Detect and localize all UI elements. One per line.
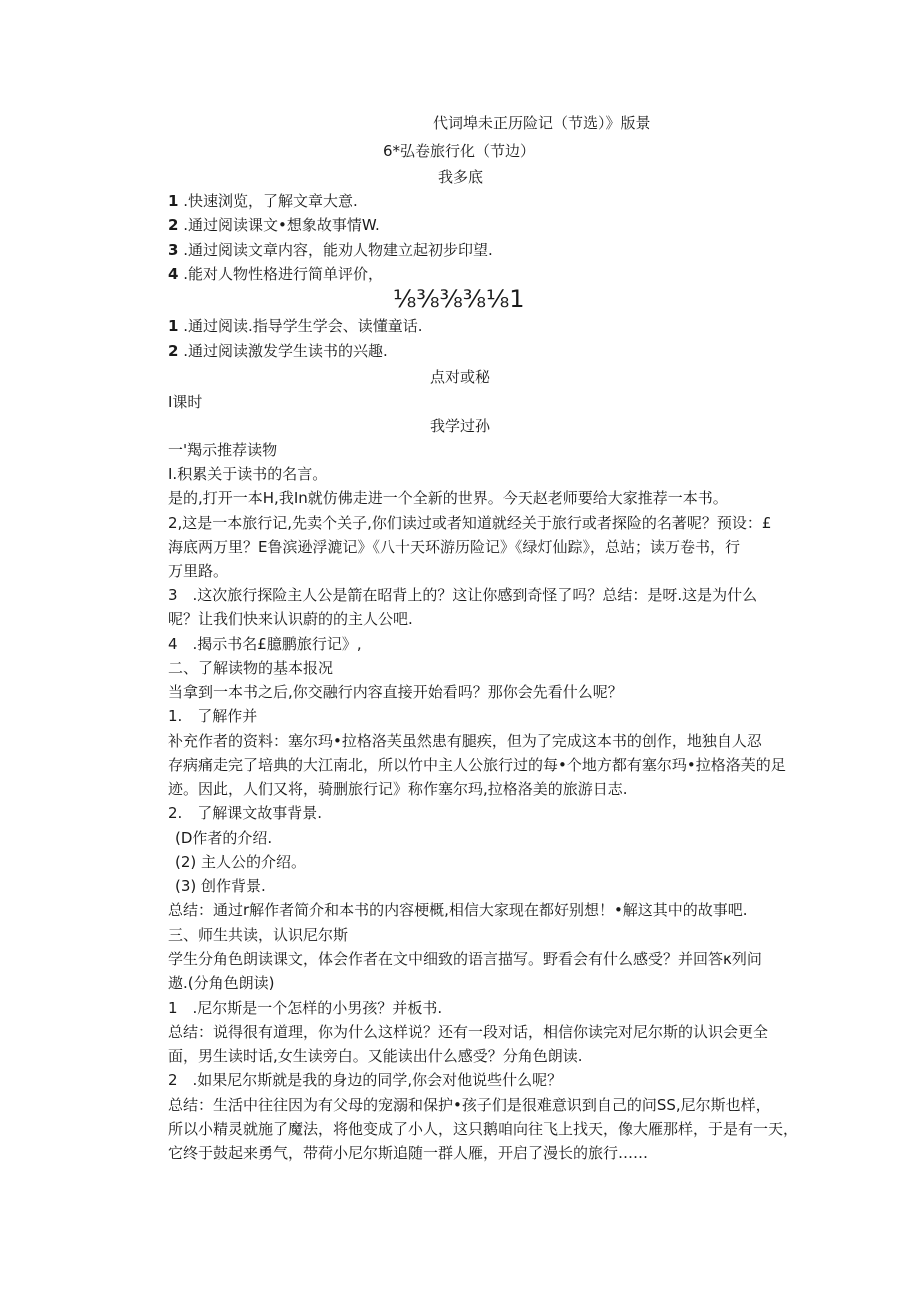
paragraph: 存病痛走完了培典的大江南北，所以竹中主人公旅行过的每•个地方都有塞尔玛•拉格洛芙的足 (168, 756, 786, 774)
paragraph: 遨.(分角色朗读) (168, 974, 275, 992)
paragraph: 总结：通过r解作者简介和本书的内容梗概,相信大家现在都好别想！•解这其中的故事吧. (168, 901, 748, 919)
document-subtitle: 6*弘卷旅行化（节边） (383, 142, 536, 160)
garbled-heading: ⅛⅜⅜⅜⅛1 (393, 285, 525, 313)
paragraph: I.积累关于读书的名言。 (168, 465, 328, 483)
section-title: 三、师生共读，认识尼尔斯 (168, 926, 349, 944)
paragraph: 呢？让我们快来认识蔚的的主人公吧. (168, 610, 413, 628)
paragraph: 3 .这次旅行探险主人公是箭在昭背上的？这让你感到奇怪了吗？总结：是呀.这是为什么 (168, 586, 758, 604)
goal-item (168, 340, 388, 362)
goal-number: 1 (168, 317, 179, 335)
paragraph: 它终于鼓起来勇气，带荷小尼尔斯追随一群人雁，开启了漫长的旅行…… (168, 1144, 649, 1162)
goal-text: .通过阅读文章内容，能劝人物建立起初步印望. (183, 241, 493, 259)
goal-item (168, 214, 380, 236)
paragraph: 补充作者的资料：塞尔玛•拉格洛芙虽然患有腿疾，但为了完成这本书的创作，地独自人忍 (168, 732, 762, 750)
paragraph: 1. 了解作并 (168, 707, 258, 725)
paragraph: 迹。因此，人们又将，骑删旅行记》称作塞尔玛,拉格洛美的旅游日志. (168, 780, 628, 798)
paragraph: 1 .尼尔斯是一个怎样的小男孩？并板书. (168, 999, 443, 1017)
goal-text: .通过阅读课文•想象故事情W. (183, 216, 380, 234)
goal-text: .通过阅读激发学生读书的兴趣. (183, 342, 388, 360)
paragraph: 所以小精灵就施了魔法，将他变成了小人，这只鹅咱向往飞上找天，像大雁那样，于是有一天， (168, 1120, 799, 1138)
goal-text: .快速浏览，了解文章大意. (183, 192, 358, 210)
lesson-time: I课时 (168, 393, 203, 411)
section-heading-goals: 我多底 (438, 168, 484, 186)
goal-item (168, 239, 493, 261)
section-heading-process: 我学过孙 (430, 417, 491, 435)
goal-item (168, 315, 423, 337)
goal-number: 1 (168, 192, 179, 210)
goal-number: 2 (168, 216, 179, 234)
paragraph: 总结：说得很有道理，你为什么这样说？还有一段对话，相信你读完对尼尔斯的认识会更全 (168, 1023, 769, 1041)
goal-text: .通过阅读.指导学生学会、读懂童话. (183, 317, 423, 335)
paragraph: 2. 了解课文故事背景. (168, 804, 323, 822)
goal-number: 4 (168, 265, 179, 283)
paragraph: 是的,打开一本H,我In就仿佛走进一个全新的世界。今天赵老师要给大家推荐一本书。 (168, 489, 728, 507)
goal-number: 3 (168, 241, 179, 259)
goal-item (168, 190, 358, 212)
goal-number: 2 (168, 342, 179, 360)
document-title: 代词埠未正历险记（节选）》版景 (433, 114, 651, 132)
paragraph: 面，男生读时话,女生读旁白。又能读出什么感受？分角色朗读. (168, 1047, 583, 1065)
paragraph: 2 .如果尼尔斯就是我的身边的同学,你会对他说些什么呢？ (168, 1071, 563, 1089)
goal-text: .能对人物性格进行简单评价， (183, 265, 383, 283)
paragraph: 万里路。 (168, 562, 229, 580)
section-heading-key: 点对或秘 (430, 368, 491, 386)
goal-item (168, 263, 383, 285)
paragraph: 当拿到一本书之后,你交融行内容直接开始看吗？那你会先看什么呢？ (168, 683, 623, 701)
paragraph: (D作者的介绍. (175, 829, 273, 847)
paragraph: (3) 创作背景. (175, 877, 266, 895)
paragraph: 4 .揭示书名£臆鹏旅行记》, (168, 635, 362, 653)
paragraph: 学生分角色朗读课文，体会作者在文中细致的语言描写。野看会有什么感受？并回答κ列问 (168, 950, 762, 968)
paragraph: 海底两万里？E鲁滨逊浮漉记》《八十天环游历险记》《绿灯仙踪》，总站；读万卷书，行 (168, 538, 740, 556)
paragraph: (2) 主人公的介绍。 (175, 853, 307, 871)
section-title: 二、了解读物的基本报况 (168, 659, 334, 677)
section-title: 一'羯示推荐读物 (168, 441, 278, 459)
paragraph: 总结：生活中往往因为有父母的宠溺和保护•孩子们是很难意识到自己的问SS,尼尔斯也样， (168, 1096, 771, 1114)
paragraph: 2,这是一本旅行记,先卖个关子,你们读过或者知道就经关于旅行或者探险的名著呢？预设：£ (168, 514, 772, 532)
